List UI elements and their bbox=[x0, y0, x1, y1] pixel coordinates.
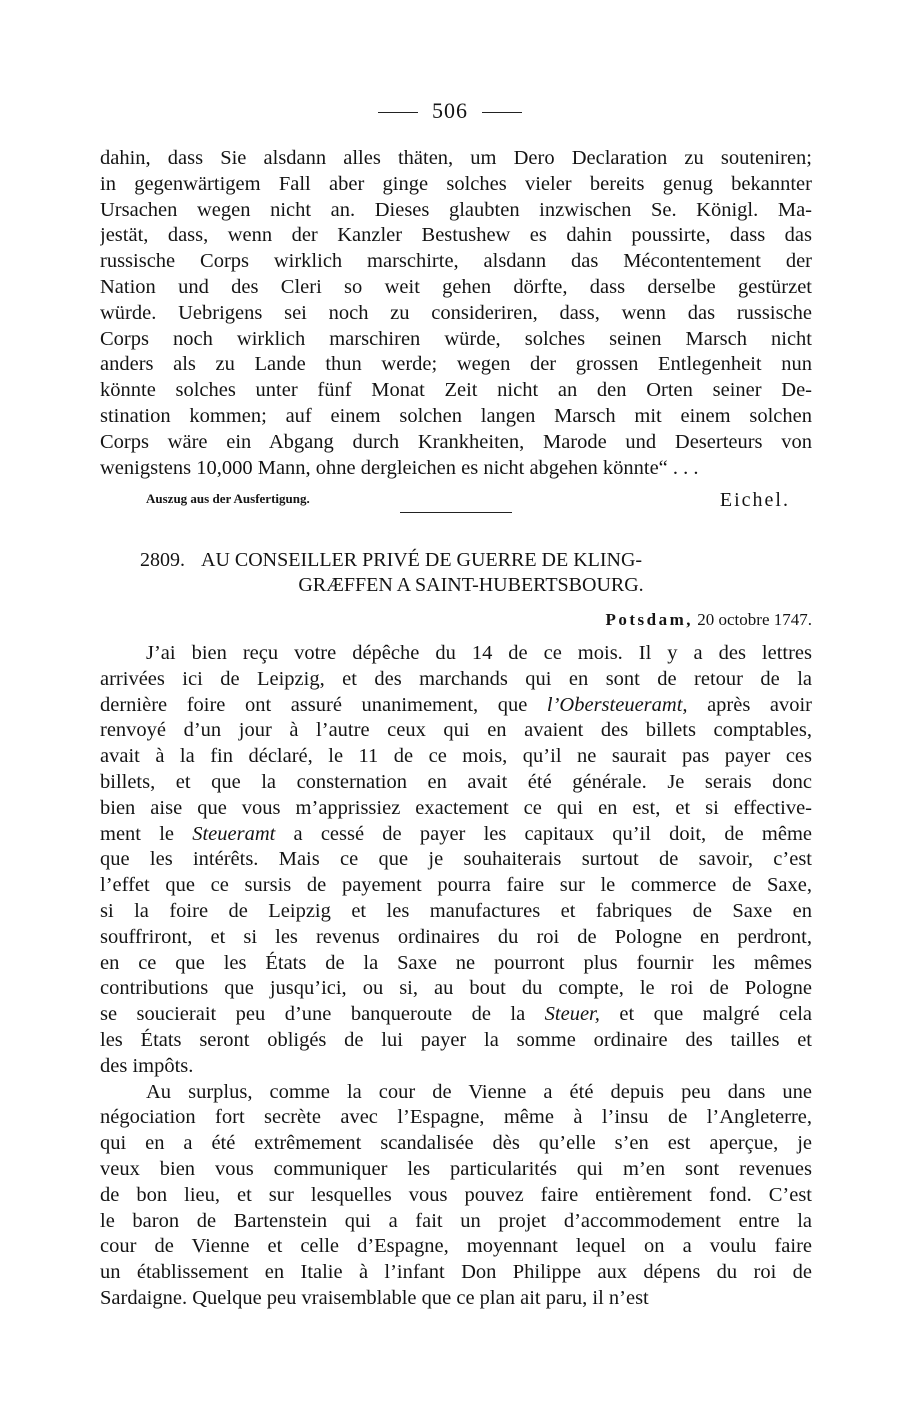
text-segment: ment le bbox=[100, 822, 193, 845]
text-line: anders als zu Lande thun werde; wegen der grossen Entlegenheit nun bbox=[100, 353, 812, 376]
letter-number: 2809. bbox=[140, 549, 185, 571]
text-line bbox=[100, 1002, 812, 1028]
text-segment: veux bien vous communiquer les particularités qui m’en sont revenues bbox=[100, 1157, 812, 1180]
italic-term: l’Obersteueramt, bbox=[546, 693, 688, 716]
text-line: Ursachen wegen nicht an. Dieses glaubten inzwischen Se. Königl. Ma- bbox=[100, 198, 812, 221]
text-line: jestät, dass, wenn der Kanzler Bestushew es dahin poussirte, dass das bbox=[100, 224, 812, 247]
italic-term: Steueramt bbox=[192, 822, 276, 845]
text-segment: les États seront obligés de lui payer la somme ordinaire des tailles et bbox=[100, 1028, 812, 1051]
text-segment: dernière foire ont assuré unanimement, que bbox=[100, 693, 547, 716]
text-segment: de bon lieu, et sur lesquelles vous pouvez faire entièrement fond. C’est bbox=[100, 1183, 812, 1206]
text-line bbox=[100, 1157, 812, 1183]
text-line: wenigstens 10,000 Mann, ohne dergleichen es nicht abgehen könnte“ . . . bbox=[100, 456, 699, 479]
text-segment: un établissement en Italie à l’infant Don Philippe aux dépens du roi de bbox=[100, 1261, 812, 1284]
letter-heading-line-1 bbox=[100, 548, 812, 573]
source-note: Auszug aus der Ausfertigung. bbox=[146, 491, 310, 506]
text-segment: après avoir bbox=[687, 693, 812, 716]
text-line bbox=[100, 1183, 812, 1209]
text-segment: renvoyé d’un jour à l’autre ceux qui en avaient des billets comptables, bbox=[100, 719, 812, 742]
text-line bbox=[100, 770, 812, 796]
text-line bbox=[100, 1054, 812, 1080]
separator-rule bbox=[400, 512, 512, 513]
text-segment: qui en a été extrêmement scandalisée dès qu’elle s’en est aperçue, je bbox=[100, 1132, 812, 1155]
text-segment: se soucierait peu d’une banqueroute de la bbox=[100, 1003, 545, 1026]
text-line bbox=[100, 744, 812, 770]
letter-heading bbox=[100, 548, 812, 598]
text-line: Corps noch wirklich marschiren würde, solches seinen Marsch nicht bbox=[100, 327, 812, 350]
text-line bbox=[100, 951, 812, 977]
text-line bbox=[100, 1028, 812, 1054]
page-number-left-dash bbox=[378, 112, 418, 113]
text-line bbox=[100, 641, 812, 667]
text-line: dahin, dass Sie alsdann alles thäten, um Dero Declaration zu souteniren; bbox=[100, 147, 812, 169]
text-segment: négociation fort secrète avec l’Espagne, même à l’insu de l’Angleterre, bbox=[100, 1106, 812, 1129]
text-line bbox=[100, 1260, 812, 1286]
text-line: in gegenwärtigem Fall aber ginge solches vieler bereits genug bekannter bbox=[100, 172, 812, 195]
text-line bbox=[100, 847, 812, 873]
place-date bbox=[605, 610, 812, 630]
text-segment: contributions que jusqu’ici, ou si, au bout du compte, le roi de Pologne bbox=[100, 977, 812, 1000]
text-segment: avait à la fin déclaré, le 11 de ce mois, qu’il ne saurait pas payer ces bbox=[100, 745, 812, 768]
page-number-right-dash bbox=[482, 112, 522, 113]
text-line bbox=[100, 925, 812, 951]
text-segment: des impôts. bbox=[100, 1054, 194, 1077]
text-segment: en ce que les États de la Saxe ne pourront plus fournir les mêmes bbox=[100, 951, 812, 974]
text-segment: Au surplus, comme la cour de Vienne a été depuis peu dans une bbox=[146, 1080, 812, 1103]
text-line bbox=[100, 822, 812, 848]
text-line bbox=[100, 1105, 812, 1131]
text-line bbox=[100, 667, 812, 693]
text-segment: Sardaigne. Quelque peu vraisemblable que ce plan ait paru, il n’est bbox=[100, 1286, 649, 1309]
text-segment: cour de Vienne et celle d’Espagne, moyennant lequel on a voulu faire bbox=[100, 1235, 812, 1258]
letter-heading-line-2: GRÆFFEN A SAINT-HUBERTSBOURG. bbox=[298, 574, 644, 596]
text-line: stination kommen; auf einem solchen langen Marsch mit einem solchen bbox=[100, 404, 812, 427]
text-segment: le baron de Bartenstein qui a fait un projet d’accommodement entre la bbox=[100, 1209, 812, 1232]
text-segment: l’effet que ce sursis de payement pourra faire sur le commerce de Saxe, bbox=[100, 874, 812, 897]
text-segment: a cessé de payer les capitaux qu’il doit, de même bbox=[275, 822, 812, 845]
text-line bbox=[100, 976, 812, 1002]
text-segment: souffriront, et si les revenus ordinaires du roi de Pologne en perdront, bbox=[100, 925, 812, 948]
signature: Eichel. bbox=[719, 489, 790, 511]
text-segment: si la foire de Leipzig et les manufactures et fabriques de Saxe en bbox=[100, 899, 812, 922]
text-segment: billets, et que la consternation en avait été générale. Je serais donc bbox=[100, 770, 812, 793]
text-line: russische Corps wirklich marschirte, alsdann das Mécontentement der bbox=[100, 250, 812, 273]
letter-end-text bbox=[100, 146, 812, 481]
text-line: könnte solches unter fünf Monat Zeit nicht an den Orten seiner De- bbox=[100, 379, 812, 402]
text-line bbox=[100, 899, 812, 925]
text-line bbox=[100, 1080, 812, 1106]
letter-title-1: AU CONSEILLER PRIVÉ DE GUERRE DE KLING- bbox=[201, 549, 643, 571]
text-line bbox=[100, 1286, 812, 1312]
text-line bbox=[100, 1131, 812, 1157]
text-line: würde. Uebrigens sei noch zu consideriren, dass, wenn das russische bbox=[100, 301, 812, 324]
signature-row bbox=[100, 487, 812, 519]
date: 20 octobre 1747. bbox=[697, 610, 812, 629]
text-segment: J’ai bien reçu votre dépêche du 14 de ce mois. Il y a des lettres bbox=[146, 642, 812, 664]
text-line: Corps wäre ein Abgang durch Krankheiten, Marode und Deserteurs von bbox=[100, 430, 812, 453]
letter-body-text bbox=[100, 641, 812, 1312]
text-line bbox=[100, 873, 812, 899]
text-segment: bien aise que vous m’apprissiez exactement ce qui en est, et si effective- bbox=[100, 796, 812, 819]
text-line bbox=[100, 796, 812, 822]
text-line: Nation und des Cleri so weit gehen dörfte, dass derselbe gestürzet bbox=[100, 275, 812, 298]
text-line bbox=[100, 693, 812, 719]
text-segment: et que malgré cela bbox=[599, 1003, 812, 1026]
text-segment: arrivées ici de Leipzig, et des marchands qui en sont de retour de la bbox=[100, 667, 812, 690]
page-number-text: 506 bbox=[432, 98, 468, 123]
italic-term: Steuer, bbox=[544, 1003, 600, 1026]
text-line bbox=[100, 1234, 812, 1260]
text-segment: que les intérêts. Mais ce que je souhaiterais surtout de savoir, c’est bbox=[100, 848, 812, 871]
page-number bbox=[0, 98, 900, 124]
text-line bbox=[100, 718, 812, 744]
text-line bbox=[100, 1209, 812, 1235]
place: Potsdam, bbox=[605, 610, 694, 629]
